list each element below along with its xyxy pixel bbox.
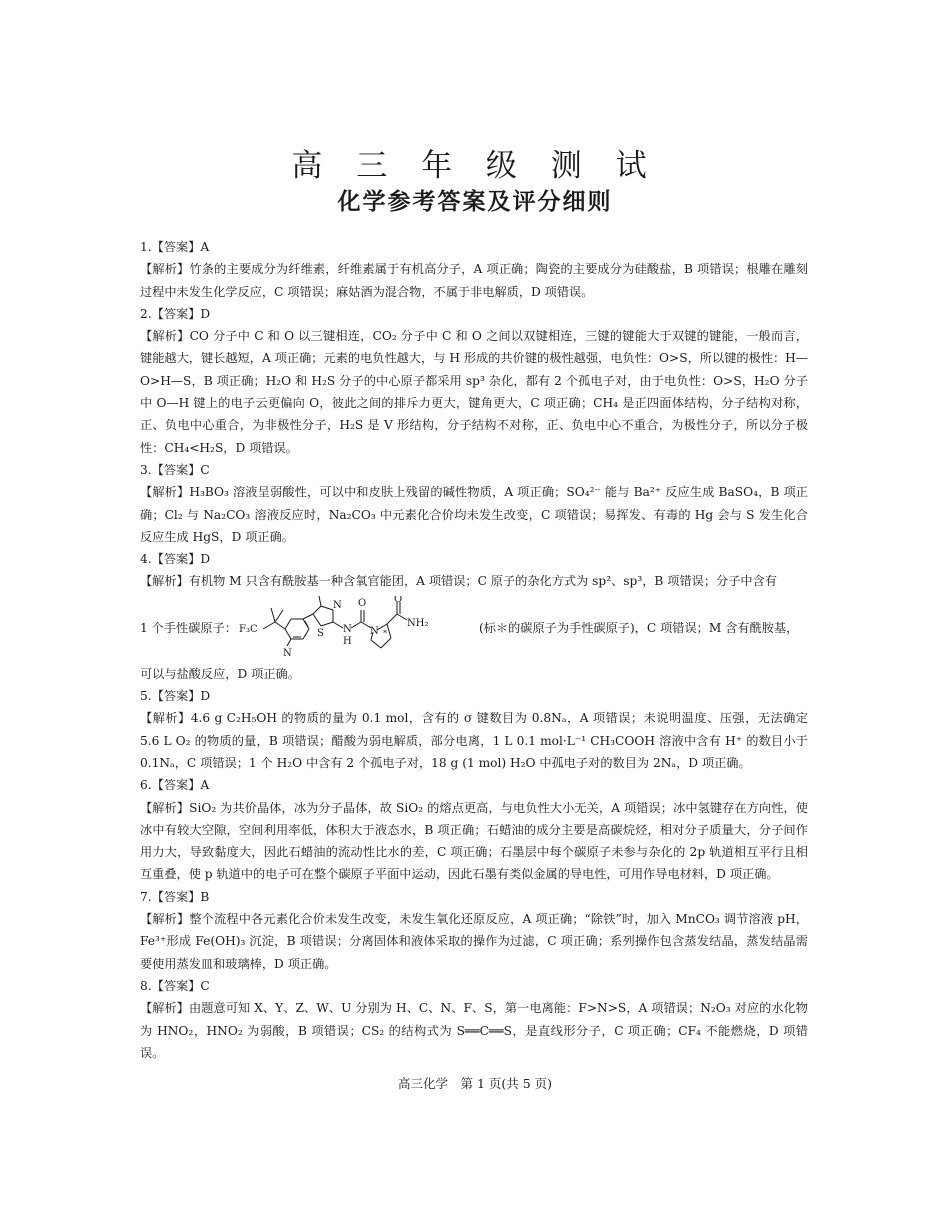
question-7 xyxy=(140,886,808,975)
explanation-text-end: 可以与盐酸反应，D 项正确。 xyxy=(140,666,300,681)
pyridine-n-label: N xyxy=(282,647,292,659)
question-5 xyxy=(140,685,808,774)
question-2 xyxy=(140,303,808,459)
explanation-text: 【解析】整个流程中各元素化合价未发生改变，未发生氧化还原反应，A 项正确；“除铁”时，加入 MnCO₃ 调节溶液 pH，Fe³⁺形成 Fe(OH)₃ 沉淀，B 项错误；分离固体和液体采取的操作为过滤，C 项正确；系列操作包含蒸发结晶，蒸发结晶需要使用蒸发皿和玻璃棒，D 项正确。 xyxy=(140,912,808,971)
page-title: 高 三 年 级 测 试 xyxy=(291,148,659,184)
page-footer: 高三化学 第 1 页(共 5 页) xyxy=(397,1076,553,1091)
answer-line: 3.【答案】C xyxy=(140,462,210,477)
explanation-text: 【解析】CO 分子中 C 和 O 以三键相连，CO₂ 分子中 C 和 O 之间以双键相连，三键的键能大于双键的键能，一般而言，键能越大，键长越短，A 项正确；元素的电负性越大，与 H 形成的共价键的极性越强，电负性：O>S，所以键的极性：H—O>H—S，B 项正确；H₂O 和 H₂S 分子的中心原子都采用 sp³ 杂化，都有 2 个孤电子对，由于电负性：O>S，H₂O 分子中 O—H 键上的电子云更偏向 O，彼此之间的排斥力更大，键角更大，C 项正确；CH₄ 是正四面体结构，分子结构对称，正、负电中心重合，为非极性分子，H₂S 是 V 形结构，分子结构不对称，正、负电中心不重合，为极性分子，所以分子极性：CH₄<H₂S，D 项错误。 xyxy=(140,329,808,455)
explanation-text: 【解析】有机物 M 只含有酰胺基一种含氧官能团，A 项错误；C 原子的杂化方式为 sp²、sp³，B 项错误；分子中含有 xyxy=(140,574,777,589)
answer-line: 5.【答案】D xyxy=(140,689,211,704)
thiazole-n-label: N xyxy=(332,599,342,611)
question-4 xyxy=(140,548,808,685)
question-8 xyxy=(140,975,808,1064)
answer-line: 6.【答案】A xyxy=(140,778,210,793)
answer-line: 8.【答案】C xyxy=(140,978,210,993)
question-6 xyxy=(140,774,808,885)
question-1 xyxy=(140,236,808,303)
nh2-label: NH₂ xyxy=(406,617,429,629)
explanation-text: 【解析】4.6 g C₂H₅OH 的物质的量为 0.1 mol，含有的 σ 键数目为 0.8Nₐ，A 项错误；未说明温度、压强，无法确定 5.6 L O₂ 的物质的量，B 项错误；醋酸为弱电解质，部分电离，1 L 0.1 mol·L⁻¹ CH₃COOH 溶液中含有 H⁺ 的数目小于 0.1Nₐ，C 项错误；1 个 H₂O 中含有 2 个孤电子对，18 g (1 mol) H₂O 中孤电子对的数目为 2Nₐ，D 项正确。 xyxy=(140,711,808,770)
urea-h-label: H xyxy=(342,635,352,647)
answer-line: 7.【答案】B xyxy=(140,889,210,904)
answer-line: 2.【答案】D xyxy=(140,306,211,321)
urea-n-label: N xyxy=(342,623,352,635)
explanation-text: 【解析】H₃BO₃ 溶液呈弱酸性，可以中和皮肤上残留的碱性物质，A 项正确；SO₄²⁻ 能与 Ba²⁺ 反应生成 BaSO₄，B 项正确；Cl₂ 与 Na₂CO₃ 溶液反应时，Na₂CO₃ 中元素化合价均未发生改变，C 项错误；易挥发、有毒的 Hg 会与 S 发生化合反应生成 HgS，D 项正确。 xyxy=(140,485,808,544)
page-subtitle: 化学参考答案及评分细则 xyxy=(337,189,613,215)
molecule-suffix: (标＊的碳原子为手性碳原子)，C 项错误；M 含有酰胺基， xyxy=(478,620,799,635)
urea-o-label: O xyxy=(357,597,367,609)
thiazole-s-label: S xyxy=(316,627,324,639)
answer-list xyxy=(140,236,808,1064)
explanation-text: 【解析】竹条的主要成分为纤维素，纤维素属于有机高分子，A 项正确；陶瓷的主要成分为硅酸盐，B 项错误；根雕在雕刻过程中未发生化学反应，C 项错误；麻姑酒为混合物，不属于非电解质，D 项错误。 xyxy=(140,262,808,299)
chiral-star-label: * xyxy=(382,628,387,638)
explanation-text: 【解析】SiO₂ 为共价晶体，冰为分子晶体，故 SiO₂ 的熔点更高，与电负性大小无关，A 项错误；冰中氢键存在方向性，使冰中有较大空隙，空间利用率低，体积大于液态水，B 项正确；石蜡油的成分主要是高碳烷烃，相对分子质量大，分子间作用力大，导致黏度大，因此石蜡油的流动性比水的差，C 项正确；石墨层中每个碳原子未参与杂化的 2p 轨道相互平行且相互重叠，使 p 轨道中的电子可在整个碳原子平面中运动，因此石墨有类似金属的导电性，可用作导电材料，D 项正确。 xyxy=(140,800,808,882)
explanation-text: 【解析】由题意可知 X、Y、Z、W、U 分别为 H、C、N、F、S，第一电离能：F>N>S，A 项错误；N₂O₃ 对应的水化物为 HNO₂，HNO₂ 为弱酸，B 项错误；CS₂ 的结构式为 S══C══S，是直线形分子，C 项正确；CF₄ 不能燃烧，D 项错误。 xyxy=(140,1001,808,1060)
answer-line: 1.【答案】A xyxy=(140,240,210,254)
ring-n-label: N xyxy=(369,625,379,637)
question-3 xyxy=(140,459,808,548)
answer-line: 4.【答案】D xyxy=(140,552,211,567)
molecule-structure-diagram xyxy=(239,596,477,660)
molecule-line xyxy=(140,595,808,661)
amide-o-label: O xyxy=(393,595,403,605)
molecule-prefix: 1 个手性碳原子： xyxy=(140,620,237,635)
cf3-label: F₃C xyxy=(238,623,258,635)
